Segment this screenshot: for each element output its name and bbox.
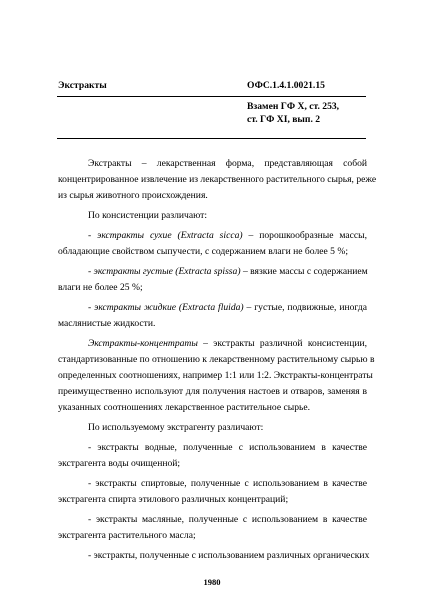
extractant-oil-line-2: экстрагента растительного масла; (58, 530, 196, 541)
extractant-water-line-2: экстрагента воды очищенной; (58, 458, 181, 469)
item-liquid-line-2: маслянистые жидкости. (58, 318, 156, 329)
concentrates-line-2: стандартизованные по отношению к лекарственному растительному сырью в (58, 354, 375, 365)
header-rule-bottom (57, 138, 366, 139)
item-liquid-line-1: - экстракты жидкие (Extracta fluida) – густые, подвижные, иногда (88, 302, 368, 313)
replaces-line-2: ст. ГФ XI, вып. 2 (247, 114, 321, 125)
extractant-heading: По используемому экстрагенту различают: (88, 422, 264, 433)
header-rule-top (57, 96, 366, 97)
consistency-heading: По консистенции различают: (88, 210, 208, 221)
definition-line-3: из сырья животного происхождения. (58, 190, 208, 201)
extractant-organic-line-1: - экстракты, полученные с использованием различных органических (88, 550, 370, 561)
concentrates-line-5: указанных соотношениях лекарственное растительное сырье. (58, 402, 311, 413)
replaces-note (247, 100, 339, 126)
extractant-alcohol-line-1: - экстракты спиртовые, полученные с использованием в качестве (88, 478, 367, 489)
definition-line-1: Экстракты – лекарственная форма, представляющая собой (88, 158, 368, 169)
definition-line-2: концентрированное извлечение из лекарственного растительного сырья, реже (58, 174, 377, 185)
concentrates-line-1: Экстракты-концентраты – экстракты различной консистенции, (88, 338, 367, 349)
item-thick-line-1: - экстракты густые (Extracta spissa) – вязкие массы с содержанием (88, 266, 368, 277)
extractant-alcohol-line-2: экстрагента спирта этилового различных концентраций; (58, 494, 289, 505)
replaces-line-1: Взамен ГФ X, ст. 253, (247, 101, 340, 112)
concentrates-line-3: определенных соотношениях, например 1:1 или 1:2. Экстракты-концентраты (58, 370, 373, 381)
item-dry-line-1: - экстракты сухие (Extracta sicca) – порошкообразные массы, (88, 230, 367, 241)
page-number: 1980 (203, 577, 221, 587)
extractant-water-line-1: - экстракты водные, полученные с использованием в качестве (88, 442, 367, 453)
article-code: ОФС.1.4.1.0021.15 (247, 80, 325, 91)
extractant-oil-line-1: - экстракты масляные, полученные с использованием в качестве (88, 514, 367, 525)
article-title: Экстракты (58, 80, 107, 91)
item-thick-line-2: влаги не более 25 %; (58, 282, 143, 293)
item-dry-line-2: обладающие свойством сыпучести, с содержанием влаги не более 5 %; (58, 246, 349, 257)
concentrates-line-4: преимущественно используют для получения настоев и отваров, заменяя в (58, 386, 367, 397)
